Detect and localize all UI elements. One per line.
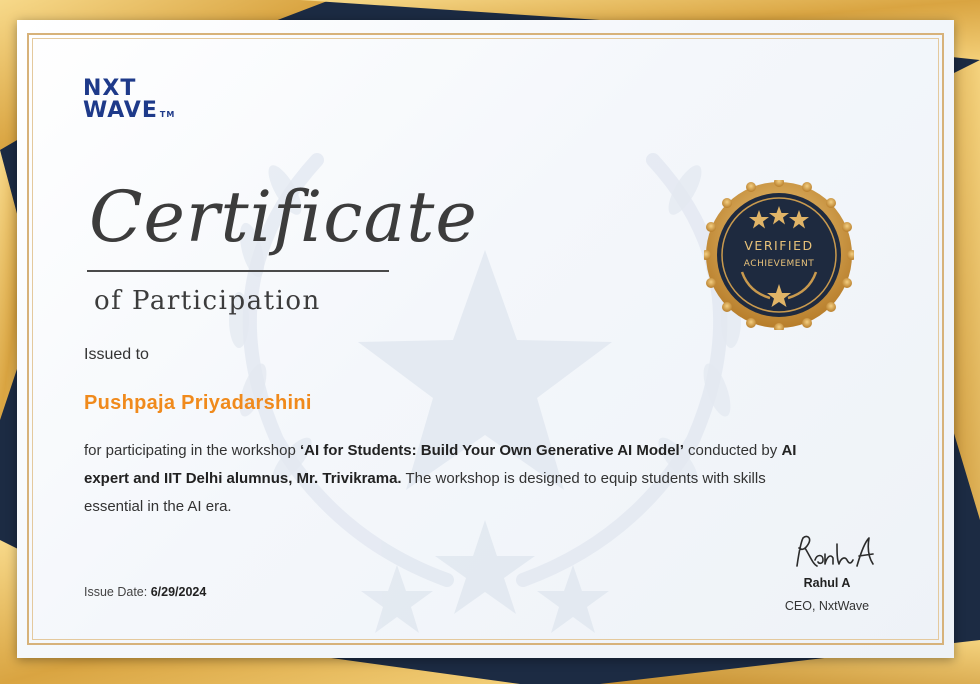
issue-date <box>84 585 206 599</box>
instructor-name: AI expert and IIT Delhi alumnus, Mr. Trivikrama. <box>84 442 797 487</box>
verified-achievement-seal <box>704 180 854 330</box>
signer-name: Rahul A <box>803 576 851 590</box>
certificate-body-text <box>84 437 804 521</box>
recipient-name: Pushpaja Priyadarshini <box>84 392 312 414</box>
certificate-title: Certificate <box>89 176 478 258</box>
issued-to-label: Issued to <box>84 346 149 363</box>
seal-line-1: VERIFIED <box>744 238 814 253</box>
signer-role: CEO, NxtWave <box>784 599 870 613</box>
certificate-subtitle: of Participation <box>94 286 321 316</box>
logo-line-2 <box>83 100 175 126</box>
issue-date-label: Issue Date: <box>84 585 151 599</box>
title-underline <box>87 270 389 272</box>
seal-line-2: ACHIEVEMENT <box>743 259 815 269</box>
logo-wave-text: WAVE <box>83 98 158 123</box>
workshop-name: ‘AI for Students: Build Your Own Generative AI Model’ <box>299 442 684 459</box>
body-text-3: The workshop is designed to equip students with skills essential in the AI era. <box>84 470 766 515</box>
logo-trademark: TM <box>159 110 176 119</box>
nxtwave-logo <box>83 78 175 126</box>
signature-image <box>793 532 875 574</box>
logo-line-1: NXT <box>83 76 137 101</box>
body-text-2: conducted by <box>683 442 782 459</box>
issue-date-value: 6/29/2024 <box>150 585 207 599</box>
body-text-1: for participating in the workshop <box>84 442 300 459</box>
certificate-card <box>17 20 954 658</box>
